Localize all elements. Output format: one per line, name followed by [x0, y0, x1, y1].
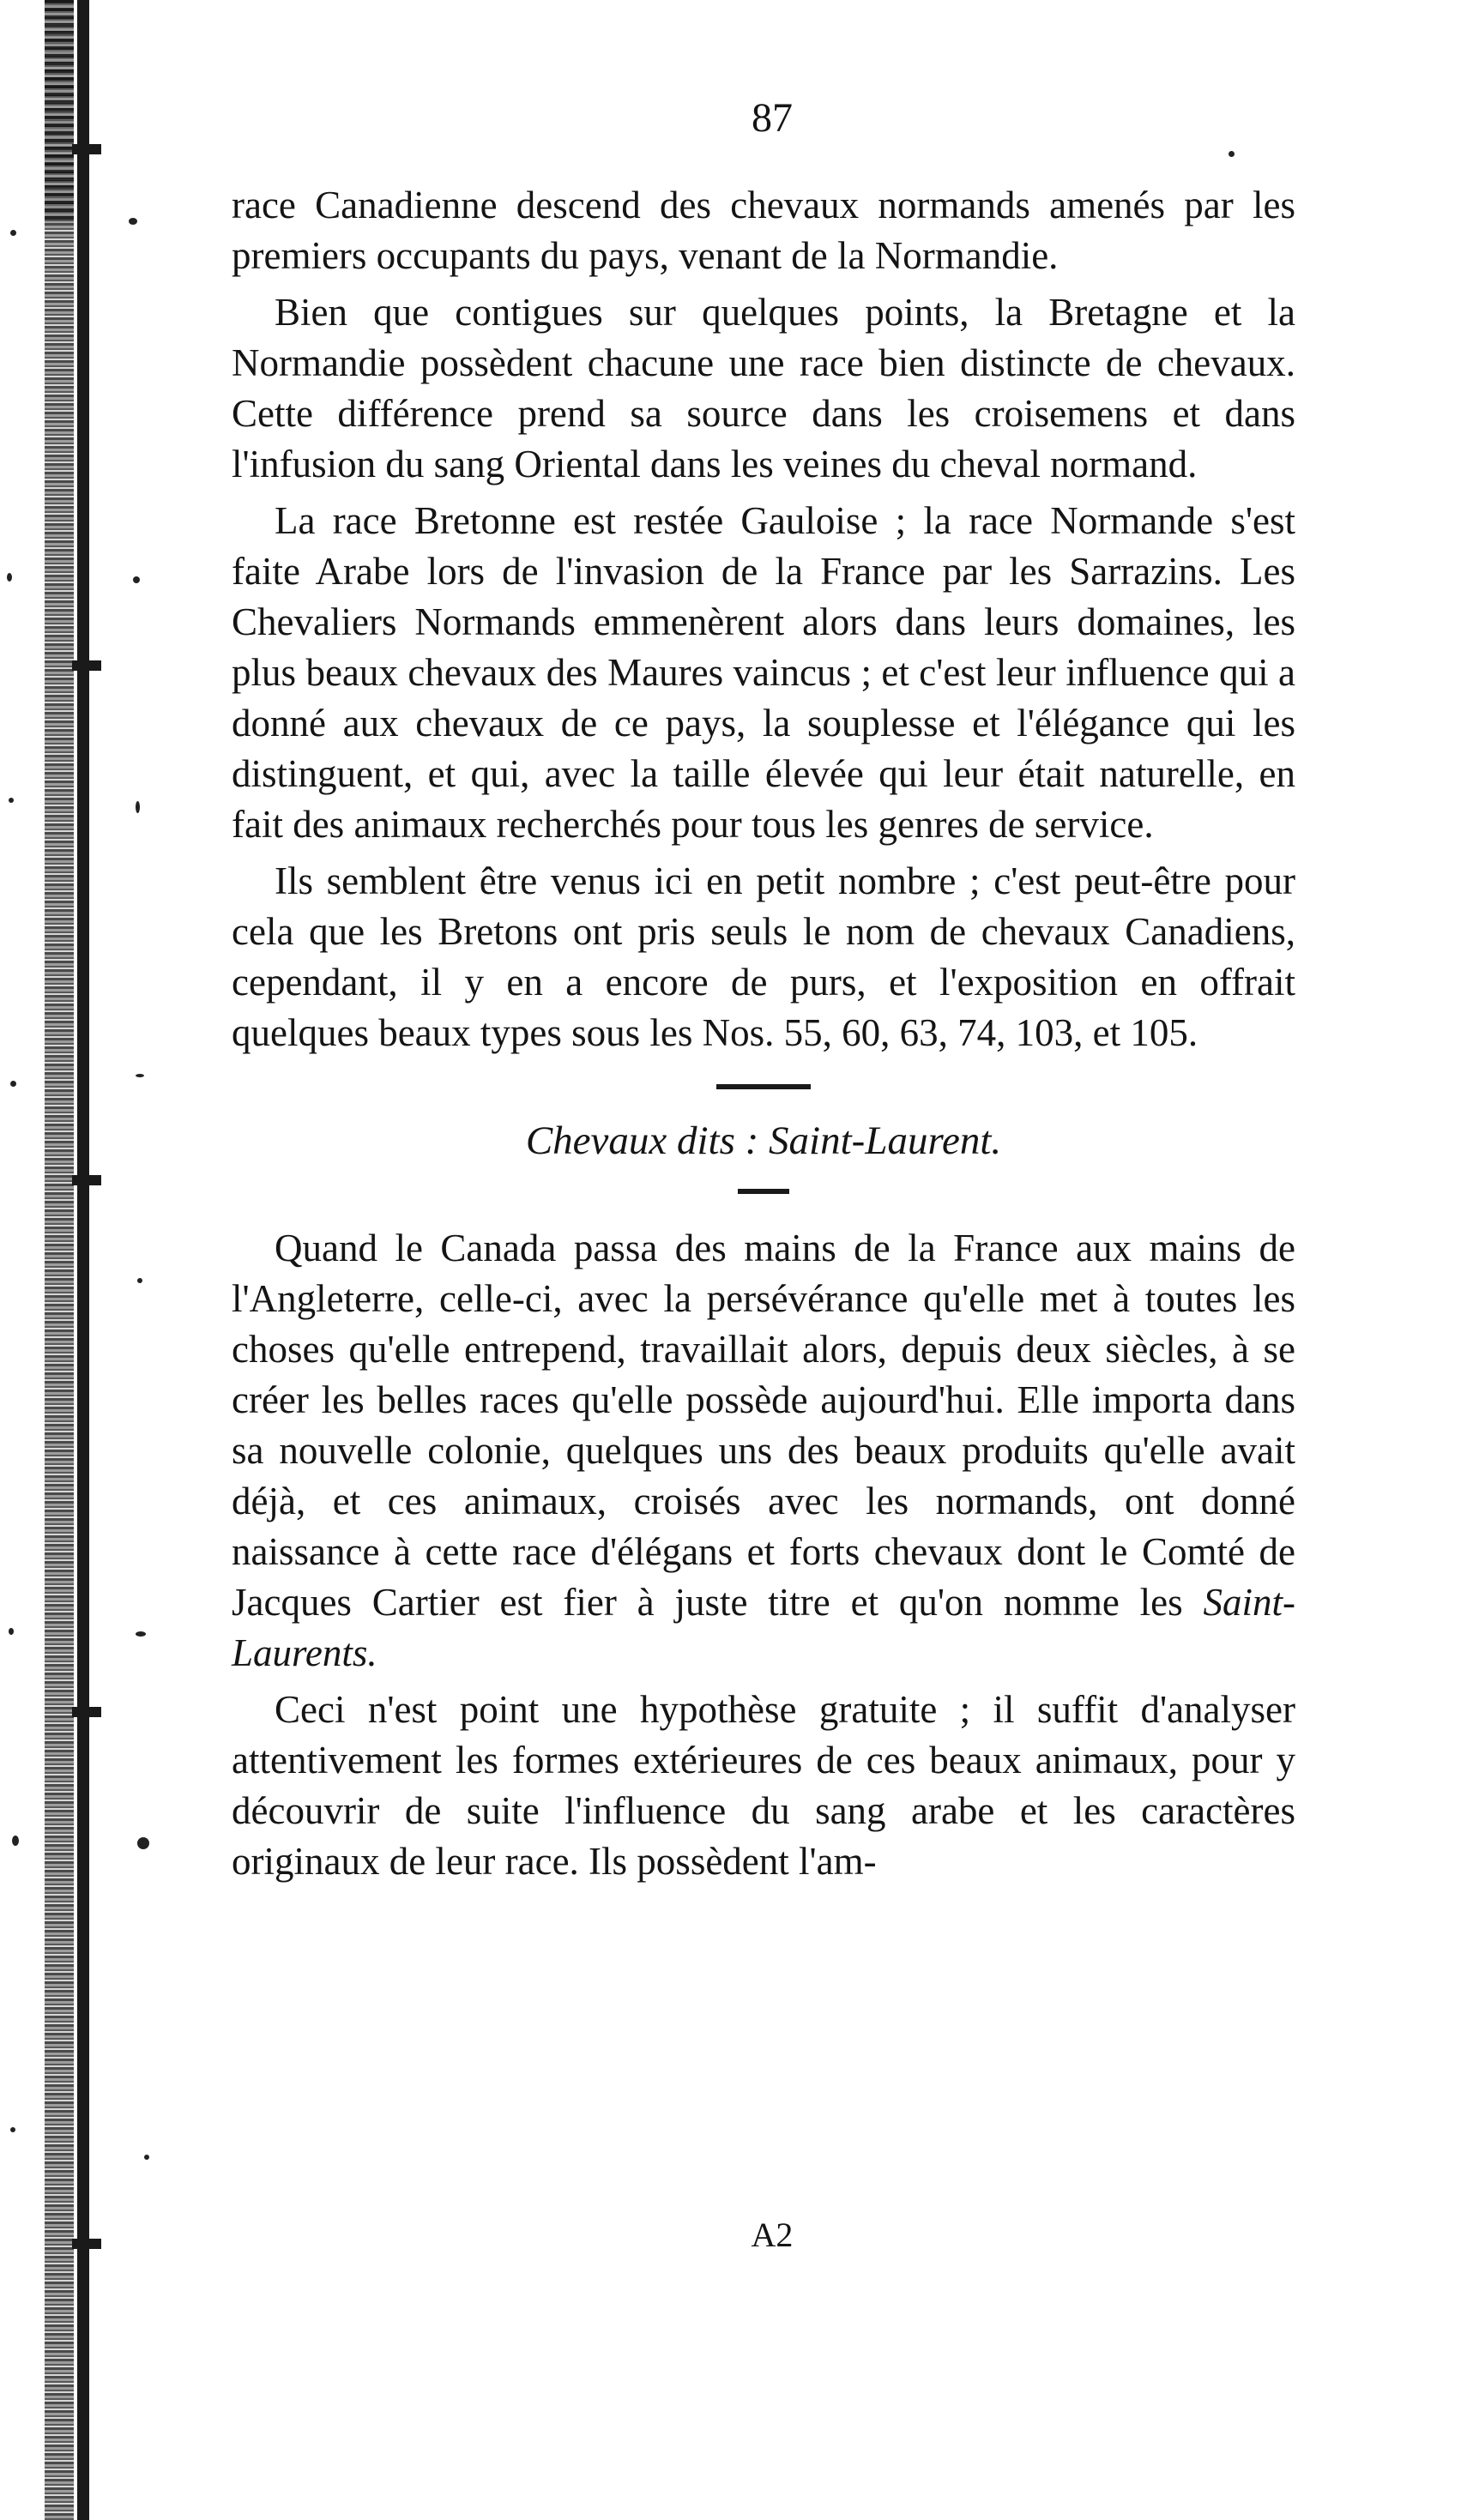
- page-edge-texture: [45, 0, 74, 2520]
- binding-tick: [72, 2239, 101, 2249]
- section-heading: Chevaux dits : Saint-Laurent.: [525, 1118, 1002, 1163]
- ink-speck: [144, 2155, 149, 2160]
- section-divider: [716, 1084, 811, 1089]
- ink-speck: [7, 573, 12, 582]
- ink-speck: [136, 1074, 144, 1077]
- page-number: 87: [752, 95, 793, 141]
- paragraph: race Canadienne descend des chevaux normands amenés par les premiers occupants du pays, venant de la Normandie.: [232, 184, 1295, 277]
- binding-gutter-line: [77, 0, 89, 2520]
- ink-speck: [12, 1836, 19, 1846]
- paragraph: Ceci n'est point une hypothèse gratuite ; il suffit d'analyser attentivement les formes extérieures de ces beaux animaux, pour y découvrir de suite l'influence du sang arabe et les caractères originaux de leur race. Ils possèdent l'am-: [232, 1688, 1295, 1883]
- paragraph: La race Bretonne est restée Gauloise ; la race Normande s'est faite Arabe lors de l'invasion de la France par les Sarrazins. Les Chevaliers Normands emmenèrent alors dans leurs domaines, les plus beaux chevaux des Maures vaincus ; et c'est leur influence qui a donné aux chevaux de ce pays, la souplesse et l'élégance qui les distinguent, et qui, avec la taille élevée qui leur était naturelle, en fait des animaux recherchés pour tous les genres de service.: [232, 499, 1295, 846]
- body-text: [232, 180, 1295, 1893]
- paragraph: [232, 1223, 1295, 1679]
- ink-speck: [137, 1837, 149, 1849]
- binding-tick: [72, 1707, 101, 1717]
- book-binding-edge: [0, 0, 103, 2520]
- binding-tick: [72, 144, 101, 154]
- italic-term: Saint-Laurents.: [232, 1581, 1296, 1674]
- paragraph: Ils semblent être venus ici en petit nombre ; c'est peut-être pour cela que les Bretons ont pris seuls le nom de chevaux Canadiens, cependant, il y en a encore de purs, et l'exposition en offrait quelques beaux types sous les Nos. 55, 60, 63, 74, 103, et 105.: [232, 859, 1295, 1054]
- ink-speck: [10, 1081, 16, 1087]
- ink-speck: [1229, 151, 1235, 157]
- ink-speck: [136, 1631, 146, 1637]
- paragraph-text: Quand le Canada passa des mains de la France aux mains de l'Angleterre, celle-ci, avec la persévérance qu'elle met à toutes les choses qu'elle entrepend, travaillait alors, depuis deux siècles, à se créer les belles races qu'elle possède aujourd'hui. Elle importa dans sa nouvelle colonie, quelques uns des beaux produits qu'elle avait déjà, et ces animaux, croisés avec les normands, ont donné naissance à cette race d'élégans et forts chevaux dont le Comté de Jacques Cartier est fier à juste titre et qu'on nomme les: [232, 1227, 1295, 1624]
- section-divider-short: [738, 1189, 789, 1194]
- ink-speck: [10, 2127, 15, 2132]
- ink-speck: [9, 798, 14, 803]
- ink-speck: [10, 230, 16, 236]
- binding-tick: [72, 1175, 101, 1185]
- ink-speck: [129, 218, 137, 225]
- page-edge-texture-top: [45, 0, 74, 223]
- signature-mark: A2: [751, 2216, 794, 2254]
- paragraph: Bien que contigues sur quelques points, la Bretagne et la Normandie possèdent chacune une race bien distincte de chevaux. Cette différence prend sa source dans les croisemens et dans l'infusion du sang Oriental dans les veines du cheval normand.: [232, 291, 1295, 485]
- ink-speck: [137, 1278, 142, 1283]
- ink-speck: [136, 801, 140, 813]
- ink-speck: [133, 576, 140, 583]
- binding-tick: [72, 660, 101, 671]
- ink-speck: [9, 1628, 14, 1635]
